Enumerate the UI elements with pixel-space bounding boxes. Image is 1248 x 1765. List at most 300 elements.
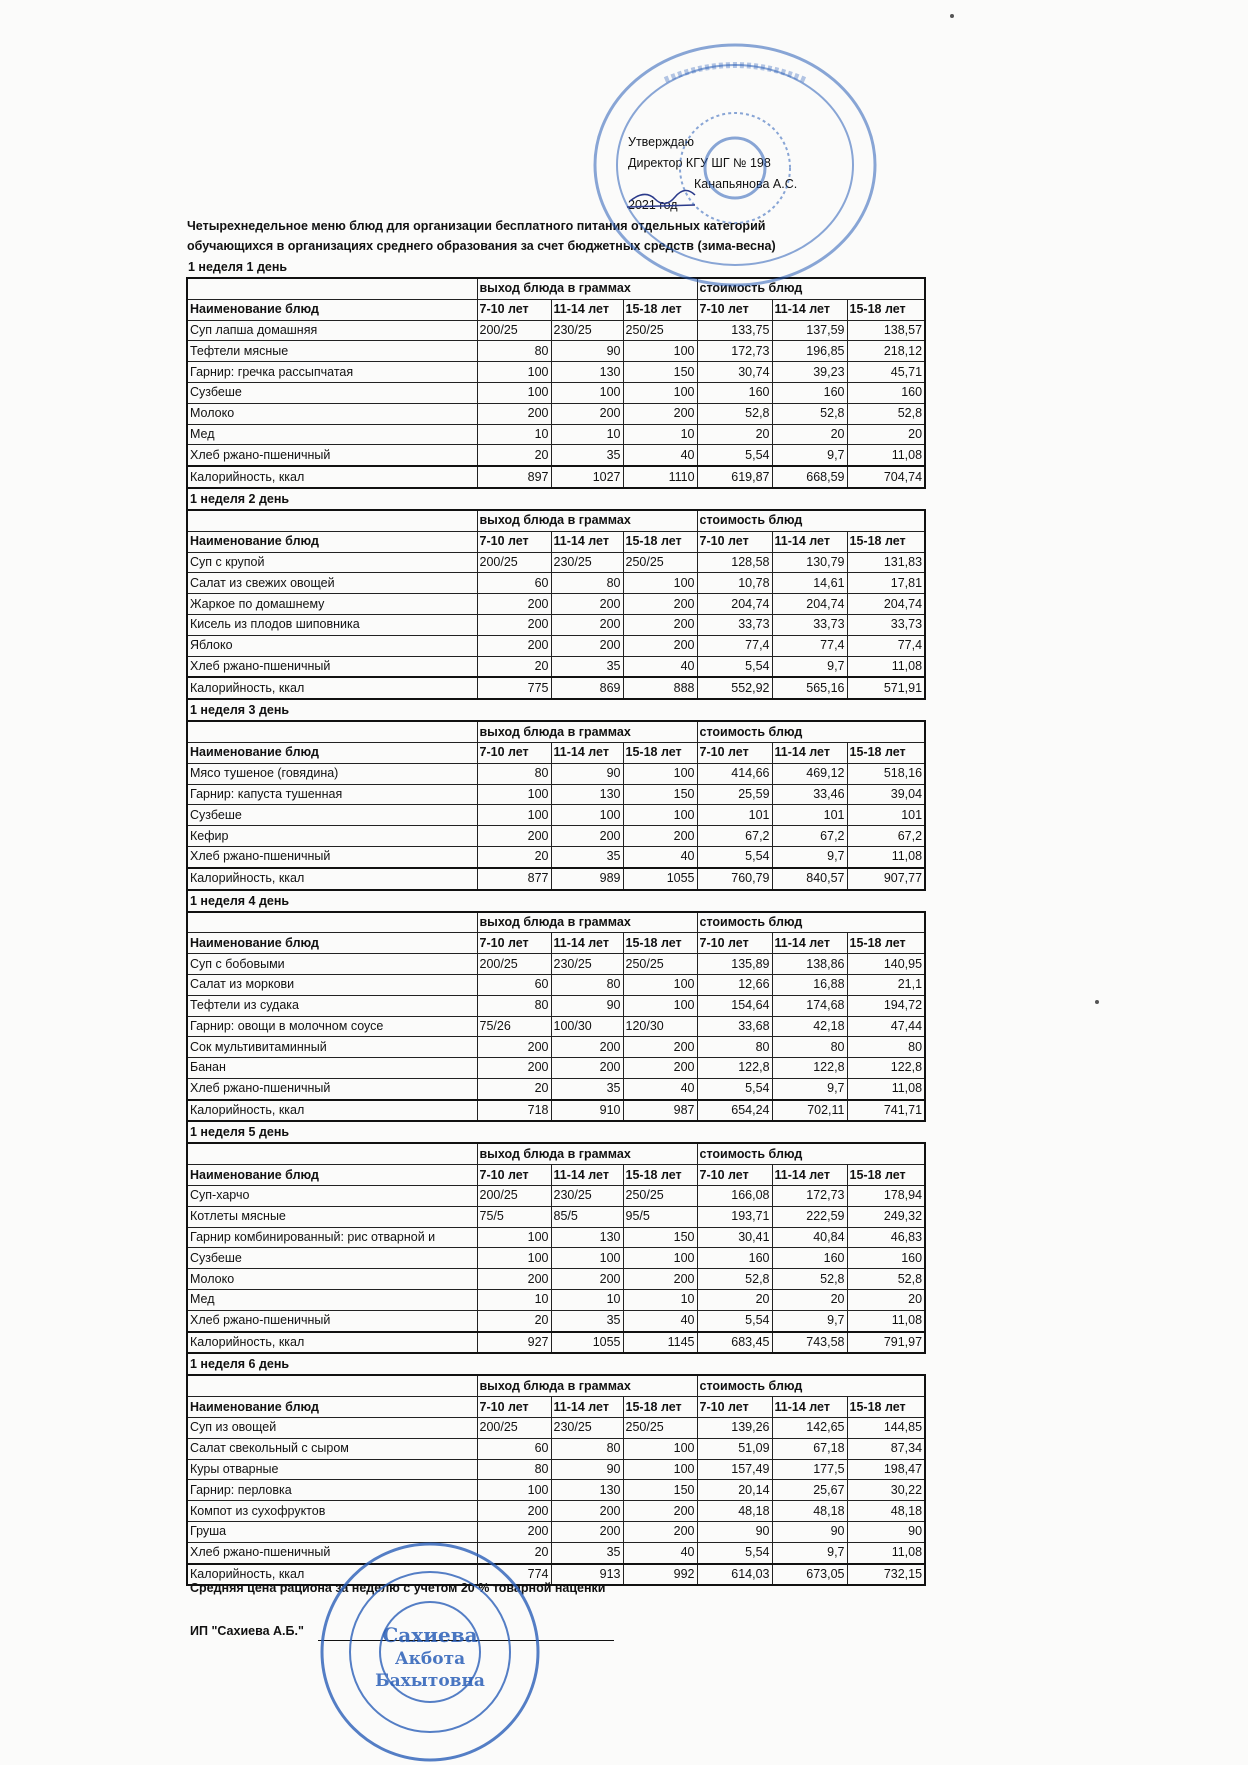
table-row bbox=[187, 1227, 925, 1248]
cell-value: 139,26 bbox=[697, 1418, 772, 1439]
cell-value: 77,4 bbox=[847, 635, 925, 656]
cell-value: 40 bbox=[623, 1078, 697, 1099]
table-row bbox=[187, 1248, 925, 1269]
table-row bbox=[187, 1290, 925, 1311]
cell-value: 913 bbox=[551, 1564, 623, 1586]
cell-value: 200/25 bbox=[477, 954, 551, 975]
dish-name: Хлеб ржано-пшеничный bbox=[187, 656, 477, 677]
cell-value: 100 bbox=[477, 1248, 551, 1269]
header-yield: выход блюда в граммах bbox=[477, 1375, 697, 1396]
cell-value: 130 bbox=[551, 784, 623, 805]
dish-name: Суп лапша домашняя bbox=[187, 320, 477, 341]
header-age: 15-18 лет bbox=[847, 933, 925, 954]
cell-value: 51,09 bbox=[697, 1438, 772, 1459]
header-yield: выход блюда в граммах bbox=[477, 510, 697, 531]
cell-value: 194,72 bbox=[847, 995, 925, 1016]
cell-value: 40 bbox=[623, 445, 697, 466]
header-age: 11-14 лет bbox=[772, 1165, 847, 1186]
cell-value: 60 bbox=[477, 974, 551, 995]
cell-value: 166,08 bbox=[697, 1186, 772, 1207]
header-age: 11-14 лет bbox=[772, 742, 847, 763]
menu-table bbox=[186, 1374, 926, 1586]
day-heading: 1 неделя 5 день bbox=[186, 1122, 924, 1142]
cell-value: 131,83 bbox=[847, 552, 925, 573]
cell-value: 160 bbox=[847, 1248, 925, 1269]
cell-value: 20 bbox=[477, 846, 551, 867]
cell-value: 11,08 bbox=[847, 1542, 925, 1563]
cell-value: 100 bbox=[623, 805, 697, 826]
cell-value: 200 bbox=[551, 403, 623, 424]
cell-value: 11,08 bbox=[847, 445, 925, 466]
cell-value: 200 bbox=[477, 403, 551, 424]
signature-label: ИП "Сахиева А.Б." bbox=[190, 1624, 304, 1638]
dish-name: Хлеб ржано-пшеничный bbox=[187, 846, 477, 867]
cell-value: 95/5 bbox=[623, 1206, 697, 1227]
header-age: 11-14 лет bbox=[772, 299, 847, 320]
table-row bbox=[187, 362, 925, 383]
cell-value: 35 bbox=[551, 846, 623, 867]
cell-value: 17,81 bbox=[847, 573, 925, 594]
dish-name: Молоко bbox=[187, 1269, 477, 1290]
cell-value: 85/5 bbox=[551, 1206, 623, 1227]
cell-value: 200 bbox=[551, 1037, 623, 1058]
cell-value: 40,84 bbox=[772, 1227, 847, 1248]
header-cost: стоимость блюд bbox=[697, 278, 925, 299]
dish-name: Мед bbox=[187, 424, 477, 445]
cell-value: 11,08 bbox=[847, 1078, 925, 1099]
header-yield: выход блюда в граммах bbox=[477, 1143, 697, 1164]
dish-name: Гарнир: капуста тушенная bbox=[187, 784, 477, 805]
cell-value: 9,7 bbox=[772, 1078, 847, 1099]
cell-value: 90 bbox=[551, 341, 623, 362]
cell-value: 5,54 bbox=[697, 1542, 772, 1563]
cell-value: 100 bbox=[623, 974, 697, 995]
cell-value: 177,5 bbox=[772, 1459, 847, 1480]
table-row bbox=[187, 1037, 925, 1058]
cell-value: 52,8 bbox=[847, 403, 925, 424]
cell-value: 5,54 bbox=[697, 1310, 772, 1331]
header-age: 11-14 лет bbox=[551, 1397, 623, 1418]
header-row bbox=[187, 721, 925, 742]
table-row bbox=[187, 974, 925, 995]
cell-value: 67,18 bbox=[772, 1438, 847, 1459]
cell-value: 791,97 bbox=[847, 1332, 925, 1354]
cell-value: 138,57 bbox=[847, 320, 925, 341]
dish-name: Суп-харчо bbox=[187, 1186, 477, 1207]
table-row bbox=[187, 1522, 925, 1543]
cell-value: 10,78 bbox=[697, 573, 772, 594]
cell-value: 100 bbox=[623, 382, 697, 403]
header-age: 7-10 лет bbox=[477, 1397, 551, 1418]
header-row bbox=[187, 742, 925, 763]
cell-value: 47,44 bbox=[847, 1016, 925, 1037]
dish-name: Калорийность, ккал bbox=[187, 868, 477, 890]
title-line-2: обучающихся в организациях среднего образования за счет бюджетных средств (зима-весна) bbox=[187, 239, 776, 253]
cell-value: 137,59 bbox=[772, 320, 847, 341]
cell-value: 20 bbox=[477, 1078, 551, 1099]
cell-value: 619,87 bbox=[697, 466, 772, 488]
cell-value: 174,68 bbox=[772, 995, 847, 1016]
cell-value: 200 bbox=[623, 403, 697, 424]
cell-value: 5,54 bbox=[697, 846, 772, 867]
header-row bbox=[187, 1375, 925, 1396]
cell-value: 52,8 bbox=[697, 403, 772, 424]
dish-name: Калорийность, ккал bbox=[187, 677, 477, 699]
cell-value: 200 bbox=[477, 1058, 551, 1079]
cell-value: 992 bbox=[623, 1564, 697, 1586]
cell-value: 200 bbox=[623, 594, 697, 615]
cell-value: 172,73 bbox=[697, 341, 772, 362]
cell-value: 33,68 bbox=[697, 1016, 772, 1037]
dish-name: Куры отварные bbox=[187, 1459, 477, 1480]
dish-name: Мясо тушеное (говядина) bbox=[187, 763, 477, 784]
table-row bbox=[187, 614, 925, 635]
cell-value: 80 bbox=[551, 1438, 623, 1459]
table-row bbox=[187, 1480, 925, 1501]
cell-value: 35 bbox=[551, 656, 623, 677]
cell-value: 9,7 bbox=[772, 1542, 847, 1563]
cell-value: 67,2 bbox=[772, 826, 847, 847]
header-age: 7-10 лет bbox=[477, 299, 551, 320]
menu-table bbox=[186, 277, 926, 489]
cell-value: 200 bbox=[477, 1522, 551, 1543]
cell-value: 67,2 bbox=[697, 826, 772, 847]
dish-name: Яблоко bbox=[187, 635, 477, 656]
cell-value: 10 bbox=[551, 1290, 623, 1311]
cell-value: 200 bbox=[477, 635, 551, 656]
dish-name: Сузбеше bbox=[187, 382, 477, 403]
cell-value: 100 bbox=[477, 784, 551, 805]
table-row bbox=[187, 805, 925, 826]
day-heading: 1 неделя 2 день bbox=[186, 489, 924, 509]
cell-value: 11,08 bbox=[847, 656, 925, 677]
cell-value: 732,15 bbox=[847, 1564, 925, 1586]
cell-value: 90 bbox=[772, 1522, 847, 1543]
cell-value: 35 bbox=[551, 1310, 623, 1331]
dish-name: Гарнир: перловка bbox=[187, 1480, 477, 1501]
header-cost: стоимость блюд bbox=[697, 912, 925, 933]
dish-name: Банан bbox=[187, 1058, 477, 1079]
cell-value: 35 bbox=[551, 445, 623, 466]
dish-name: Сузбеше bbox=[187, 1248, 477, 1269]
cell-value: 654,24 bbox=[697, 1100, 772, 1122]
header-cost: стоимость блюд bbox=[697, 510, 925, 531]
cell-value: 20 bbox=[697, 1290, 772, 1311]
cell-value: 1055 bbox=[551, 1332, 623, 1354]
header-empty bbox=[187, 278, 477, 299]
cell-value: 718 bbox=[477, 1100, 551, 1122]
header-age: 11-14 лет bbox=[551, 742, 623, 763]
svg-text:Сахиева: Сахиева bbox=[382, 1623, 478, 1647]
cell-value: 250/25 bbox=[623, 954, 697, 975]
dish-name: Сок мультивитаминный bbox=[187, 1037, 477, 1058]
header-age: 7-10 лет bbox=[697, 531, 772, 552]
cell-value: 100 bbox=[477, 362, 551, 383]
cell-value: 204,74 bbox=[772, 594, 847, 615]
cell-value: 9,7 bbox=[772, 846, 847, 867]
cell-value: 20 bbox=[772, 424, 847, 445]
cell-value: 160 bbox=[847, 382, 925, 403]
cell-value: 39,04 bbox=[847, 784, 925, 805]
cell-value: 100 bbox=[551, 1248, 623, 1269]
cell-value: 130 bbox=[551, 1227, 623, 1248]
cell-value: 11,08 bbox=[847, 846, 925, 867]
cell-value: 198,47 bbox=[847, 1459, 925, 1480]
cell-value: 668,59 bbox=[772, 466, 847, 488]
cell-value: 16,88 bbox=[772, 974, 847, 995]
dish-name: Салат из моркови bbox=[187, 974, 477, 995]
cell-value: 230/25 bbox=[551, 954, 623, 975]
cell-value: 989 bbox=[551, 868, 623, 890]
dish-name: Гарнир: овощи в молочном соусе bbox=[187, 1016, 477, 1037]
header-dish-name: Наименование блюд bbox=[187, 933, 477, 954]
cell-value: 774 bbox=[477, 1564, 551, 1586]
cell-value: 160 bbox=[697, 1248, 772, 1269]
table-row bbox=[187, 763, 925, 784]
cell-value: 200 bbox=[623, 635, 697, 656]
cell-value: 200 bbox=[477, 1269, 551, 1290]
cell-value: 614,03 bbox=[697, 1564, 772, 1586]
cell-value: 869 bbox=[551, 677, 623, 699]
cell-value: 20 bbox=[477, 445, 551, 466]
cell-value: 77,4 bbox=[772, 635, 847, 656]
cell-value: 249,32 bbox=[847, 1206, 925, 1227]
header-age: 11-14 лет bbox=[551, 933, 623, 954]
cell-value: 52,8 bbox=[697, 1269, 772, 1290]
menu-days bbox=[186, 257, 924, 1586]
cell-value: 987 bbox=[623, 1100, 697, 1122]
cell-value: 200 bbox=[623, 1058, 697, 1079]
cell-value: 80 bbox=[847, 1037, 925, 1058]
table-row bbox=[187, 1206, 925, 1227]
header-age: 15-18 лет bbox=[847, 299, 925, 320]
cell-value: 200 bbox=[551, 594, 623, 615]
header-age: 15-18 лет bbox=[623, 531, 697, 552]
table-row bbox=[187, 784, 925, 805]
cell-value: 200 bbox=[623, 1501, 697, 1522]
header-age: 7-10 лет bbox=[697, 933, 772, 954]
cell-value: 100 bbox=[623, 341, 697, 362]
cell-value: 200 bbox=[623, 1522, 697, 1543]
cell-value: 100 bbox=[551, 382, 623, 403]
cell-value: 90 bbox=[551, 1459, 623, 1480]
table-row bbox=[187, 424, 925, 445]
dish-name: Кефир bbox=[187, 826, 477, 847]
header-age: 15-18 лет bbox=[847, 742, 925, 763]
table-row bbox=[187, 445, 925, 466]
header-age: 11-14 лет bbox=[551, 1165, 623, 1186]
cell-value: 760,79 bbox=[697, 868, 772, 890]
dish-name: Калорийность, ккал bbox=[187, 1332, 477, 1354]
header-row bbox=[187, 912, 925, 933]
title-line-1: Четырехнедельное меню блюд для организации бесплатного питания отдельных категорий bbox=[187, 219, 766, 233]
cell-value: 250/25 bbox=[623, 552, 697, 573]
cell-value: 80 bbox=[477, 1459, 551, 1480]
menu-table bbox=[186, 1142, 926, 1354]
cell-value: 52,8 bbox=[772, 1269, 847, 1290]
day-heading: 1 неделя 1 день bbox=[188, 260, 288, 274]
table-row bbox=[187, 1058, 925, 1079]
cell-value: 10 bbox=[623, 424, 697, 445]
header-row bbox=[187, 1397, 925, 1418]
header-age: 15-18 лет bbox=[847, 1165, 925, 1186]
cell-value: 90 bbox=[551, 995, 623, 1016]
cell-value: 160 bbox=[697, 382, 772, 403]
cell-value: 200/25 bbox=[477, 1418, 551, 1439]
cell-value: 200 bbox=[551, 1501, 623, 1522]
header-yield: выход блюда в граммах bbox=[477, 721, 697, 742]
table-row bbox=[187, 1310, 925, 1331]
approval-year: 2021 год bbox=[628, 198, 678, 212]
table-row bbox=[187, 1418, 925, 1439]
dish-name: Молоко bbox=[187, 403, 477, 424]
header-empty bbox=[187, 1375, 477, 1396]
cell-value: 101 bbox=[847, 805, 925, 826]
cell-value: 927 bbox=[477, 1332, 551, 1354]
header-empty bbox=[187, 721, 477, 742]
cell-value: 150 bbox=[623, 784, 697, 805]
cell-value: 200 bbox=[551, 614, 623, 635]
cell-value: 39,23 bbox=[772, 362, 847, 383]
cell-value: 130,79 bbox=[772, 552, 847, 573]
cell-value: 20 bbox=[477, 1310, 551, 1331]
cell-value: 250/25 bbox=[623, 1186, 697, 1207]
header-dish-name: Наименование блюд bbox=[187, 299, 477, 320]
cell-value: 20 bbox=[847, 1290, 925, 1311]
dish-name: Салат из свежих овощей bbox=[187, 573, 477, 594]
cell-value: 9,7 bbox=[772, 1310, 847, 1331]
cell-value: 33,73 bbox=[772, 614, 847, 635]
cell-value: 20 bbox=[772, 1290, 847, 1311]
cell-value: 40 bbox=[623, 656, 697, 677]
table-row bbox=[187, 1501, 925, 1522]
cell-value: 80 bbox=[551, 974, 623, 995]
header-empty bbox=[187, 1143, 477, 1164]
header-age: 15-18 лет bbox=[847, 1397, 925, 1418]
cell-value: 90 bbox=[551, 763, 623, 784]
cell-value: 48,18 bbox=[847, 1501, 925, 1522]
header-age: 11-14 лет bbox=[551, 299, 623, 320]
cell-value: 100 bbox=[551, 805, 623, 826]
dish-name: Суп с крупой bbox=[187, 552, 477, 573]
cell-value: 200 bbox=[477, 614, 551, 635]
dish-name: Калорийность, ккал bbox=[187, 1564, 477, 1586]
table-row bbox=[187, 1438, 925, 1459]
table-row bbox=[187, 382, 925, 403]
header-dish-name: Наименование блюд bbox=[187, 531, 477, 552]
header-age: 15-18 лет bbox=[623, 299, 697, 320]
cell-value: 10 bbox=[623, 1290, 697, 1311]
header-age: 7-10 лет bbox=[697, 1165, 772, 1186]
cell-value: 888 bbox=[623, 677, 697, 699]
table-row bbox=[187, 1016, 925, 1037]
cell-value: 200 bbox=[551, 1522, 623, 1543]
cell-value: 12,66 bbox=[697, 974, 772, 995]
cell-value: 154,64 bbox=[697, 995, 772, 1016]
cell-value: 60 bbox=[477, 1438, 551, 1459]
table-row bbox=[187, 1459, 925, 1480]
table-row bbox=[187, 635, 925, 656]
calories-row bbox=[187, 868, 925, 890]
cell-value: 1110 bbox=[623, 466, 697, 488]
calories-row bbox=[187, 677, 925, 699]
approval-block bbox=[628, 132, 797, 216]
cell-value: 33,46 bbox=[772, 784, 847, 805]
dish-name: Кисель из плодов шиповника bbox=[187, 614, 477, 635]
cell-value: 5,54 bbox=[697, 1078, 772, 1099]
table-row bbox=[187, 1269, 925, 1290]
scan-speck bbox=[950, 14, 954, 18]
approval-director: Директор КГУ ШГ № 198 bbox=[628, 156, 771, 170]
cell-value: 10 bbox=[477, 1290, 551, 1311]
cell-value: 33,73 bbox=[847, 614, 925, 635]
cell-value: 150 bbox=[623, 362, 697, 383]
cell-value: 414,66 bbox=[697, 763, 772, 784]
header-dish-name: Наименование блюд bbox=[187, 1165, 477, 1186]
cell-value: 35 bbox=[551, 1542, 623, 1563]
cell-value: 40 bbox=[623, 1542, 697, 1563]
cell-value: 52,8 bbox=[847, 1269, 925, 1290]
cell-value: 204,74 bbox=[697, 594, 772, 615]
menu-table bbox=[186, 911, 926, 1123]
document-title bbox=[187, 216, 776, 256]
cell-value: 200 bbox=[551, 1058, 623, 1079]
cell-value: 140,95 bbox=[847, 954, 925, 975]
dish-name: Хлеб ржано-пшеничный bbox=[187, 1078, 477, 1099]
table-row bbox=[187, 403, 925, 424]
cell-value: 250/25 bbox=[623, 1418, 697, 1439]
cell-value: 200 bbox=[551, 826, 623, 847]
cell-value: 250/25 bbox=[623, 320, 697, 341]
cell-value: 80 bbox=[772, 1037, 847, 1058]
header-age: 15-18 лет bbox=[623, 742, 697, 763]
cell-value: 46,83 bbox=[847, 1227, 925, 1248]
cell-value: 10 bbox=[477, 424, 551, 445]
header-empty bbox=[187, 510, 477, 531]
dish-name: Сузбеше bbox=[187, 805, 477, 826]
cell-value: 702,11 bbox=[772, 1100, 847, 1122]
cell-value: 775 bbox=[477, 677, 551, 699]
dish-name: Калорийность, ккал bbox=[187, 1100, 477, 1122]
cell-value: 1145 bbox=[623, 1332, 697, 1354]
header-age: 7-10 лет bbox=[697, 299, 772, 320]
cell-value: 101 bbox=[697, 805, 772, 826]
cell-value: 683,45 bbox=[697, 1332, 772, 1354]
table-row bbox=[187, 552, 925, 573]
calories-row bbox=[187, 1332, 925, 1354]
cell-value: 60 bbox=[477, 573, 551, 594]
svg-text:Акбота: Акбота bbox=[394, 1649, 466, 1669]
cell-value: 20 bbox=[697, 424, 772, 445]
header-age: 15-18 лет bbox=[623, 1165, 697, 1186]
cell-value: 75/5 bbox=[477, 1206, 551, 1227]
cell-value: 67,2 bbox=[847, 826, 925, 847]
cell-value: 100 bbox=[623, 763, 697, 784]
table-row bbox=[187, 1186, 925, 1207]
header-row bbox=[187, 531, 925, 552]
cell-value: 80 bbox=[477, 995, 551, 1016]
dish-name: Хлеб ржано-пшеничный bbox=[187, 445, 477, 466]
cell-value: 204,74 bbox=[847, 594, 925, 615]
table-row bbox=[187, 954, 925, 975]
menu-table bbox=[186, 720, 926, 890]
cell-value: 120/30 bbox=[623, 1016, 697, 1037]
table-row bbox=[187, 1078, 925, 1099]
cell-value: 230/25 bbox=[551, 1418, 623, 1439]
cell-value: 101 bbox=[772, 805, 847, 826]
cell-value: 230/25 bbox=[551, 552, 623, 573]
cell-value: 20,14 bbox=[697, 1480, 772, 1501]
